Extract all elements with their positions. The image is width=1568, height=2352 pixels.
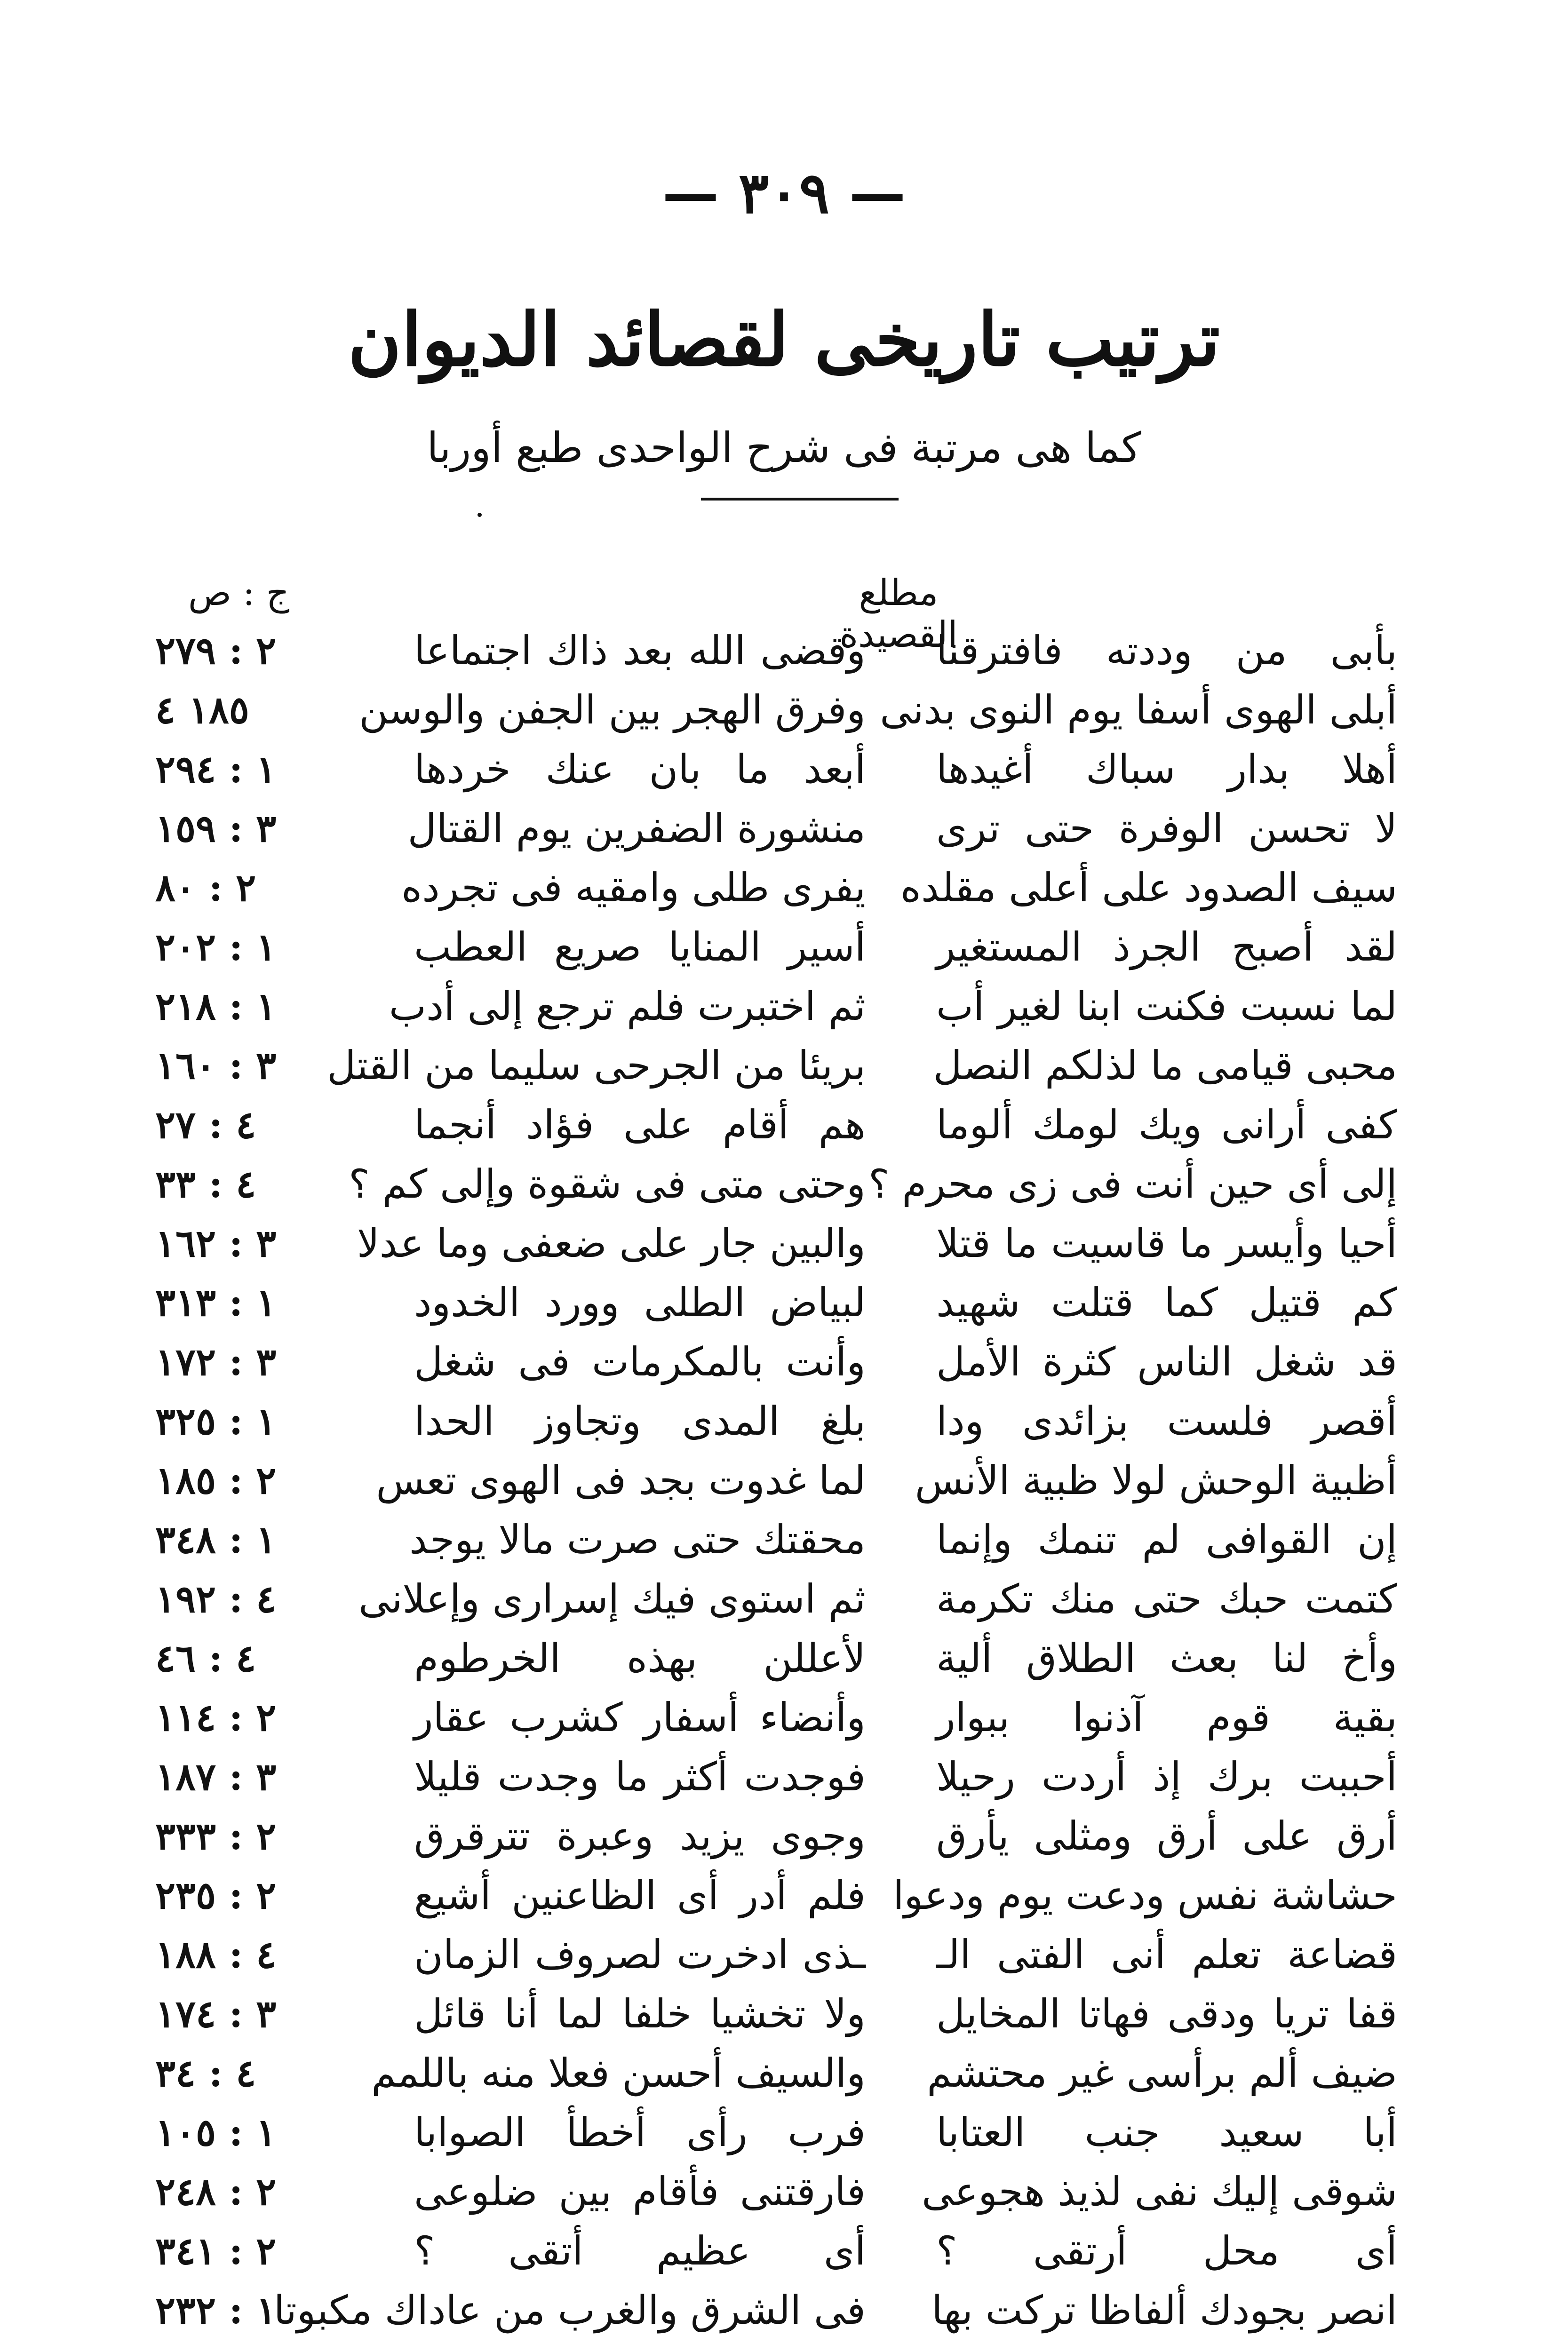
first-hemistich: بقية قوم آذنوا ببوار [936, 1694, 1397, 1740]
column-header-reference: ج : ص [188, 572, 289, 613]
volume-page-reference: ٤ : ٣٣ [155, 1162, 256, 1206]
first-hemistich: محبى قيامى ما لذلكم النصل [933, 1042, 1397, 1089]
volume-page-reference: ١ : ٣١٣ [155, 1280, 277, 1325]
first-hemistich: أظبية الوحش لولا ظبية الأنس [915, 1457, 1397, 1503]
volume-page-reference: ٢ : ٢٤٨ [155, 2169, 277, 2214]
table-row [0, 2043, 1568, 2103]
first-hemistich: قضاعة تعلم أنى الفتى الـ [936, 1931, 1397, 1978]
volume-page-reference: ١ : ٢٠٢ [155, 925, 277, 969]
volume-page-reference: ٢ : ٢٧٩ [155, 628, 277, 673]
volume-page-reference: ٤ : ١٩٢ [155, 1577, 277, 1621]
volume-page-reference: ٤ : ٢٧ [155, 1103, 256, 1147]
second-hemistich: محقتك حتى صرت مالا يوجد [409, 1517, 866, 1563]
first-hemistich: لا تحسن الوفرة حتى ترى [936, 805, 1397, 851]
second-hemistich: فى الشرق والغرب من عاداك مكبوتا [273, 2287, 866, 2333]
second-hemistich: فارقتنى فأقام بين ضلوعى [414, 2169, 866, 2215]
volume-page-reference: ٣ : ١٧٤ [155, 1992, 277, 2036]
second-hemistich: أى عظيم أتقى ؟ [414, 2228, 866, 2274]
table-row [0, 1214, 1568, 1273]
volume-page-reference: ١ : ٣٤٨ [155, 1518, 277, 1562]
second-hemistich: ثم اختبرت فلم ترجع إلى أدب [389, 983, 866, 1029]
second-hemistich: وقضى الله بعد ذاك اجتماعا [414, 628, 866, 674]
table-row [0, 1510, 1568, 1569]
table-row [0, 2280, 1568, 2340]
second-hemistich: ثم استوى فيك إسرارى وإعلانى [358, 1576, 866, 1622]
second-hemistich: والسيف أحسن فعلا منه باللمم [371, 2050, 866, 2096]
first-hemistich: أحببت برك إذ أردت رحيلا [936, 1754, 1397, 1800]
second-hemistich: يفرى طلى وامقيه فى تجرده [401, 865, 866, 911]
volume-page-reference: ٢ : ٣٣٣ [155, 1814, 277, 1858]
first-hemistich: أبا سعيد جنب العتابا [936, 2109, 1397, 2155]
table-row [0, 739, 1568, 799]
volume-page-reference: ١ : ٢١٨ [155, 984, 277, 1028]
second-hemistich: والبين جار على ضعفى وما عدلا [357, 1220, 866, 1266]
table-row [0, 2103, 1568, 2162]
second-hemistich: بلغ المدى وتجاوز الحدا [414, 1398, 866, 1444]
second-hemistich: ولا تخشيا خلفا لما أنا قائل [414, 1991, 866, 2037]
first-hemistich: كفى أرانى ويك لومك ألوما [936, 1102, 1397, 1148]
table-row [0, 1391, 1568, 1451]
first-hemistich: لقد أصبح الجرذ المستغير [936, 924, 1397, 970]
first-hemistich: كم قتيل كما قتلت شهيد [936, 1279, 1397, 1326]
first-hemistich: حشاشة نفس ودعت يوم ودعوا [893, 1872, 1397, 1918]
page-title: ترتيب تاريخى لقصائد الديوان [348, 296, 1220, 382]
volume-page-reference: ١ : ١٠٥ [155, 2110, 277, 2154]
second-hemistich: وحتى متى فى شقوة وإلى كم ؟ [349, 1161, 866, 1207]
second-hemistich: وأنت بالمكرمات فى شغل [414, 1339, 866, 1385]
volume-page-reference: ٣ : ١٥٩ [155, 806, 277, 850]
table-row [0, 1925, 1568, 1984]
table-row [0, 977, 1568, 1036]
second-hemistich: وأنضاء أسفار كشرب عقار [414, 1694, 866, 1740]
table-row [0, 1036, 1568, 1095]
volume-page-reference: ٣ : ١٦٠ [155, 1043, 277, 1088]
second-hemistich: ـذى ادخرت لصروف الزمان [414, 1931, 866, 1978]
volume-page-reference: ٣ : ١٦٢ [155, 1221, 277, 1265]
volume-page-reference: ٣ : ١٧٢ [155, 1340, 277, 1384]
table-row [0, 1866, 1568, 1925]
table-row [0, 917, 1568, 977]
first-hemistich: بأبى من وددته فافترقنا [936, 628, 1397, 674]
volume-page-reference: ٢ : ١١٤ [155, 1695, 277, 1740]
second-hemistich: لبياض الطلى وورد الخدود [414, 1279, 866, 1326]
volume-page-reference: ٢ : ٣٤١ [155, 2229, 277, 2273]
second-hemistich: فوجدت أكثر ما وجدت قليلا [414, 1754, 866, 1800]
second-hemistich: أسير المنايا صريع العطب [414, 924, 866, 970]
first-hemistich: قفا تريا ودقى فهاتا المخايل [936, 1991, 1397, 2037]
first-hemistich: كتمت حبك حتى منك تكرمة [936, 1576, 1397, 1622]
second-hemistich: فلم أدر أى الظاعنين أشيع [414, 1872, 866, 1918]
first-hemistich: ضيف ألم برأسى غير محتشم [927, 2050, 1397, 2096]
table-row [0, 2221, 1568, 2280]
first-hemistich: إن القوافى لم تنمك وإنما [936, 1517, 1397, 1563]
table-row [0, 858, 1568, 917]
second-hemistich: بريئا من الجرحى سليما من القتل [327, 1042, 866, 1089]
second-hemistich: وفرق الهجر بين الجفن والوسن [359, 687, 866, 733]
second-hemistich: هم أقام على فؤاد أنجما [414, 1102, 866, 1148]
volume-page-reference: ٢ : ٨٠ [155, 866, 256, 910]
first-hemistich: أرق على أرق ومثلى يأرق [936, 1813, 1397, 1859]
table-row [0, 1154, 1568, 1214]
table-row [0, 1984, 1568, 2043]
table-row [0, 1273, 1568, 1332]
volume-page-reference: ٤ : ٤٦ [155, 1636, 256, 1680]
volume-page-reference: ٣ : ١٨٧ [155, 1755, 277, 1799]
table-row [0, 621, 1568, 680]
first-hemistich: أهلا بدار سباك أغيدها [936, 746, 1397, 792]
first-hemistich: سيف الصدود على أعلى مقلده [900, 865, 1397, 911]
table-row [0, 799, 1568, 858]
table-row [0, 1451, 1568, 1510]
title-rule [701, 498, 899, 501]
volume-page-reference: ١ : ٢٣٢ [155, 2288, 277, 2332]
second-hemistich: لأعللن بهذه الخرطوم [414, 1635, 866, 1681]
page-subtitle: كما هى مرتبة فى شرح الواحدى طبع أوربا [427, 423, 1141, 472]
volume-page-reference: ١ : ٢٩٤ [155, 747, 277, 791]
second-hemistich: أبعد ما بان عنك خردها [414, 746, 866, 792]
first-hemistich: وأخ لنا بعث الطلاق ألية [936, 1635, 1397, 1681]
first-hemistich: أحيا وأيسر ما قاسيت ما قتلا [936, 1220, 1397, 1266]
table-row [0, 2162, 1568, 2221]
volume-page-reference: ٤ : ٣٤ [155, 2051, 256, 2095]
table-row [0, 1806, 1568, 1866]
first-hemistich: لما نسبت فكنت ابنا لغير أب [936, 983, 1397, 1029]
first-hemistich: أى محل أرتقى ؟ [936, 2228, 1397, 2274]
second-hemistich: منشورة الضفرين يوم القتال [407, 805, 866, 851]
second-hemistich: وجوى يزيد وعبرة تترقرق [414, 1813, 866, 1859]
first-hemistich: قد شغل الناس كثرة الأمل [936, 1339, 1397, 1385]
first-hemistich: شوقى إليك نفى لذيذ هجوعى [922, 2169, 1397, 2215]
stray-dot [478, 513, 482, 517]
first-hemistich: إلى أى حين أنت فى زى محرم ؟ [868, 1161, 1397, 1207]
table-row [0, 680, 1568, 739]
first-hemistich: أبلى الهوى أسفا يوم النوى بدنى [880, 687, 1397, 733]
column-header-opening: مطلع القصيدة [839, 572, 958, 655]
table-row [0, 1747, 1568, 1806]
table-row [0, 1688, 1568, 1747]
first-hemistich: أقصر فلست بزائدى ودا [936, 1398, 1397, 1444]
table-row [0, 1095, 1568, 1154]
volume-page-reference: ٤ : ١٨٨ [155, 1932, 277, 1977]
volume-page-reference: ١٨٥ ٤ [155, 688, 249, 732]
volume-page-reference: ١ : ٣٢٥ [155, 1399, 277, 1443]
second-hemistich: لما غدوت بجد فى الهوى تعس [376, 1457, 866, 1503]
first-hemistich: انصر بجودك ألفاظا تركت بها [931, 2287, 1397, 2333]
second-hemistich: فرب رأى أخطأ الصوابا [414, 2109, 866, 2155]
table-row [0, 1332, 1568, 1391]
table-row [0, 1629, 1568, 1688]
volume-page-reference: ٢ : ٢٣٥ [155, 1873, 277, 1917]
page-number: — ٣٠٩ — [662, 160, 906, 226]
table-row [0, 1569, 1568, 1629]
volume-page-reference: ٢ : ١٨٥ [155, 1458, 277, 1502]
